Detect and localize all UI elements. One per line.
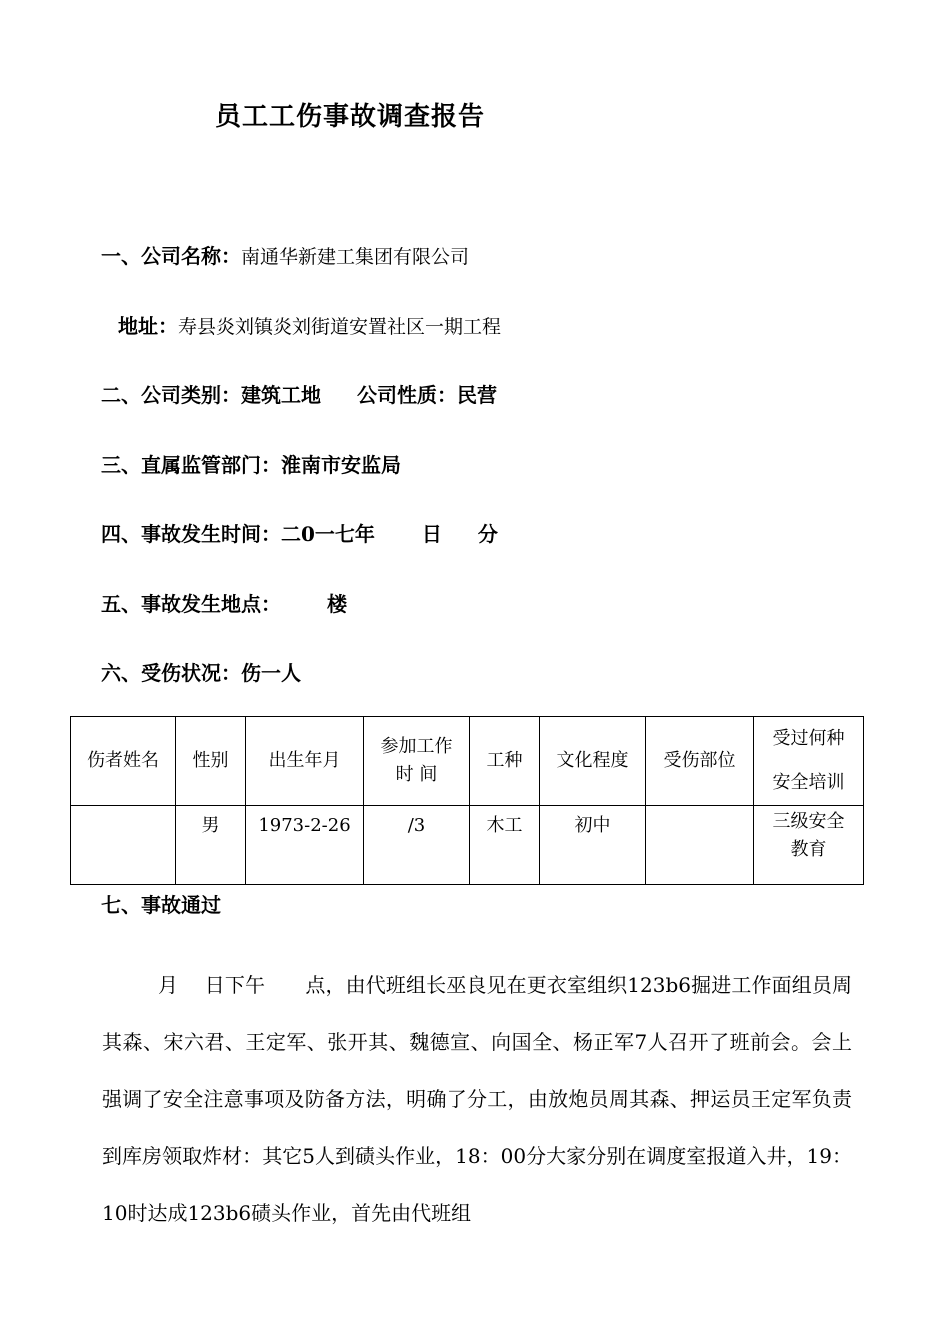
table-header-row [71,717,864,806]
company-category-label: 二、公司类别： [101,383,241,407]
cell-gender: 男 [176,806,246,885]
cell-safety-training: 三级安全 教育 [754,806,864,885]
header-name: 伤者姓名 [71,717,176,806]
report-title: 员工工伤事故调查报告 [215,102,486,132]
cell-job-type: 木工 [470,806,540,885]
supervisor-line [101,450,401,480]
company-name-label: 一、公司名称： [101,244,241,268]
injury-status-value: 伤一人 [241,661,301,685]
accident-time-line [101,519,498,549]
company-name-line [101,241,469,272]
cell-work-start: /3 [364,806,470,885]
injured-person-table [70,716,864,885]
company-name-value: 南通华新建工集团有限公司 [241,246,470,268]
accident-process-text: 月 日下午 点，由代班组长巫良见在更衣室组织123b6掘进工作面组员周其森、宋六君、王定军、张开其、魏德宣、向国全、杨正军7人召开了班前会。会上强调了安全注意事项及防备方法，明确了分工，由放炮员周其森、押运员王定军负责到库房领取炸材：其它5人到碛头作业，18：00分大家分别在调度室报道入井，19：10时达成123b6碛头作业，首先由代班组 [102,973,852,1225]
injury-status-line [101,658,301,688]
address-value: 寿县炎刘镇炎刘街道安置社区一期工程 [178,316,502,338]
cell-education: 初中 [540,806,646,885]
injury-status-label: 六、受伤状况： [101,661,241,685]
company-nature-value: 民营 [457,383,497,407]
header-job-type: 工种 [470,717,540,806]
cell-name [71,806,176,885]
accident-process-heading: 七、事故通过 [101,893,221,917]
accident-time-year: 二0一七年 [281,522,375,546]
header-injured-part: 受伤部位 [646,717,754,806]
supervisor-value: 淮南市安监局 [281,453,401,477]
cell-injured-part [646,806,754,885]
address-line [118,311,501,342]
supervisor-label: 三、直属监管部门： [101,453,281,477]
header-work-start: 参加工作 时 间 [364,717,470,806]
accident-place-label: 五、事故发生地点： [101,592,281,616]
header-safety-training: 受过何种 安全培训 [754,717,864,806]
company-nature-label: 公司性质： [357,383,457,407]
accident-time-minute: 分 [477,522,498,546]
header-birth-date: 出生年月 [246,717,364,806]
accident-place-line [101,589,347,619]
table-row [71,806,864,885]
address-label: 地址： [118,314,178,338]
cell-birth-date: 1973-2-26 [246,806,364,885]
header-gender: 性别 [176,717,246,806]
header-education: 文化程度 [540,717,646,806]
company-category-value: 建筑工地 [241,383,321,407]
company-category-line [101,380,497,410]
accident-time-label: 四、事故发生时间： [101,522,281,546]
accident-time-day: 日 [421,522,442,546]
accident-place-value: 楼 [327,592,347,616]
